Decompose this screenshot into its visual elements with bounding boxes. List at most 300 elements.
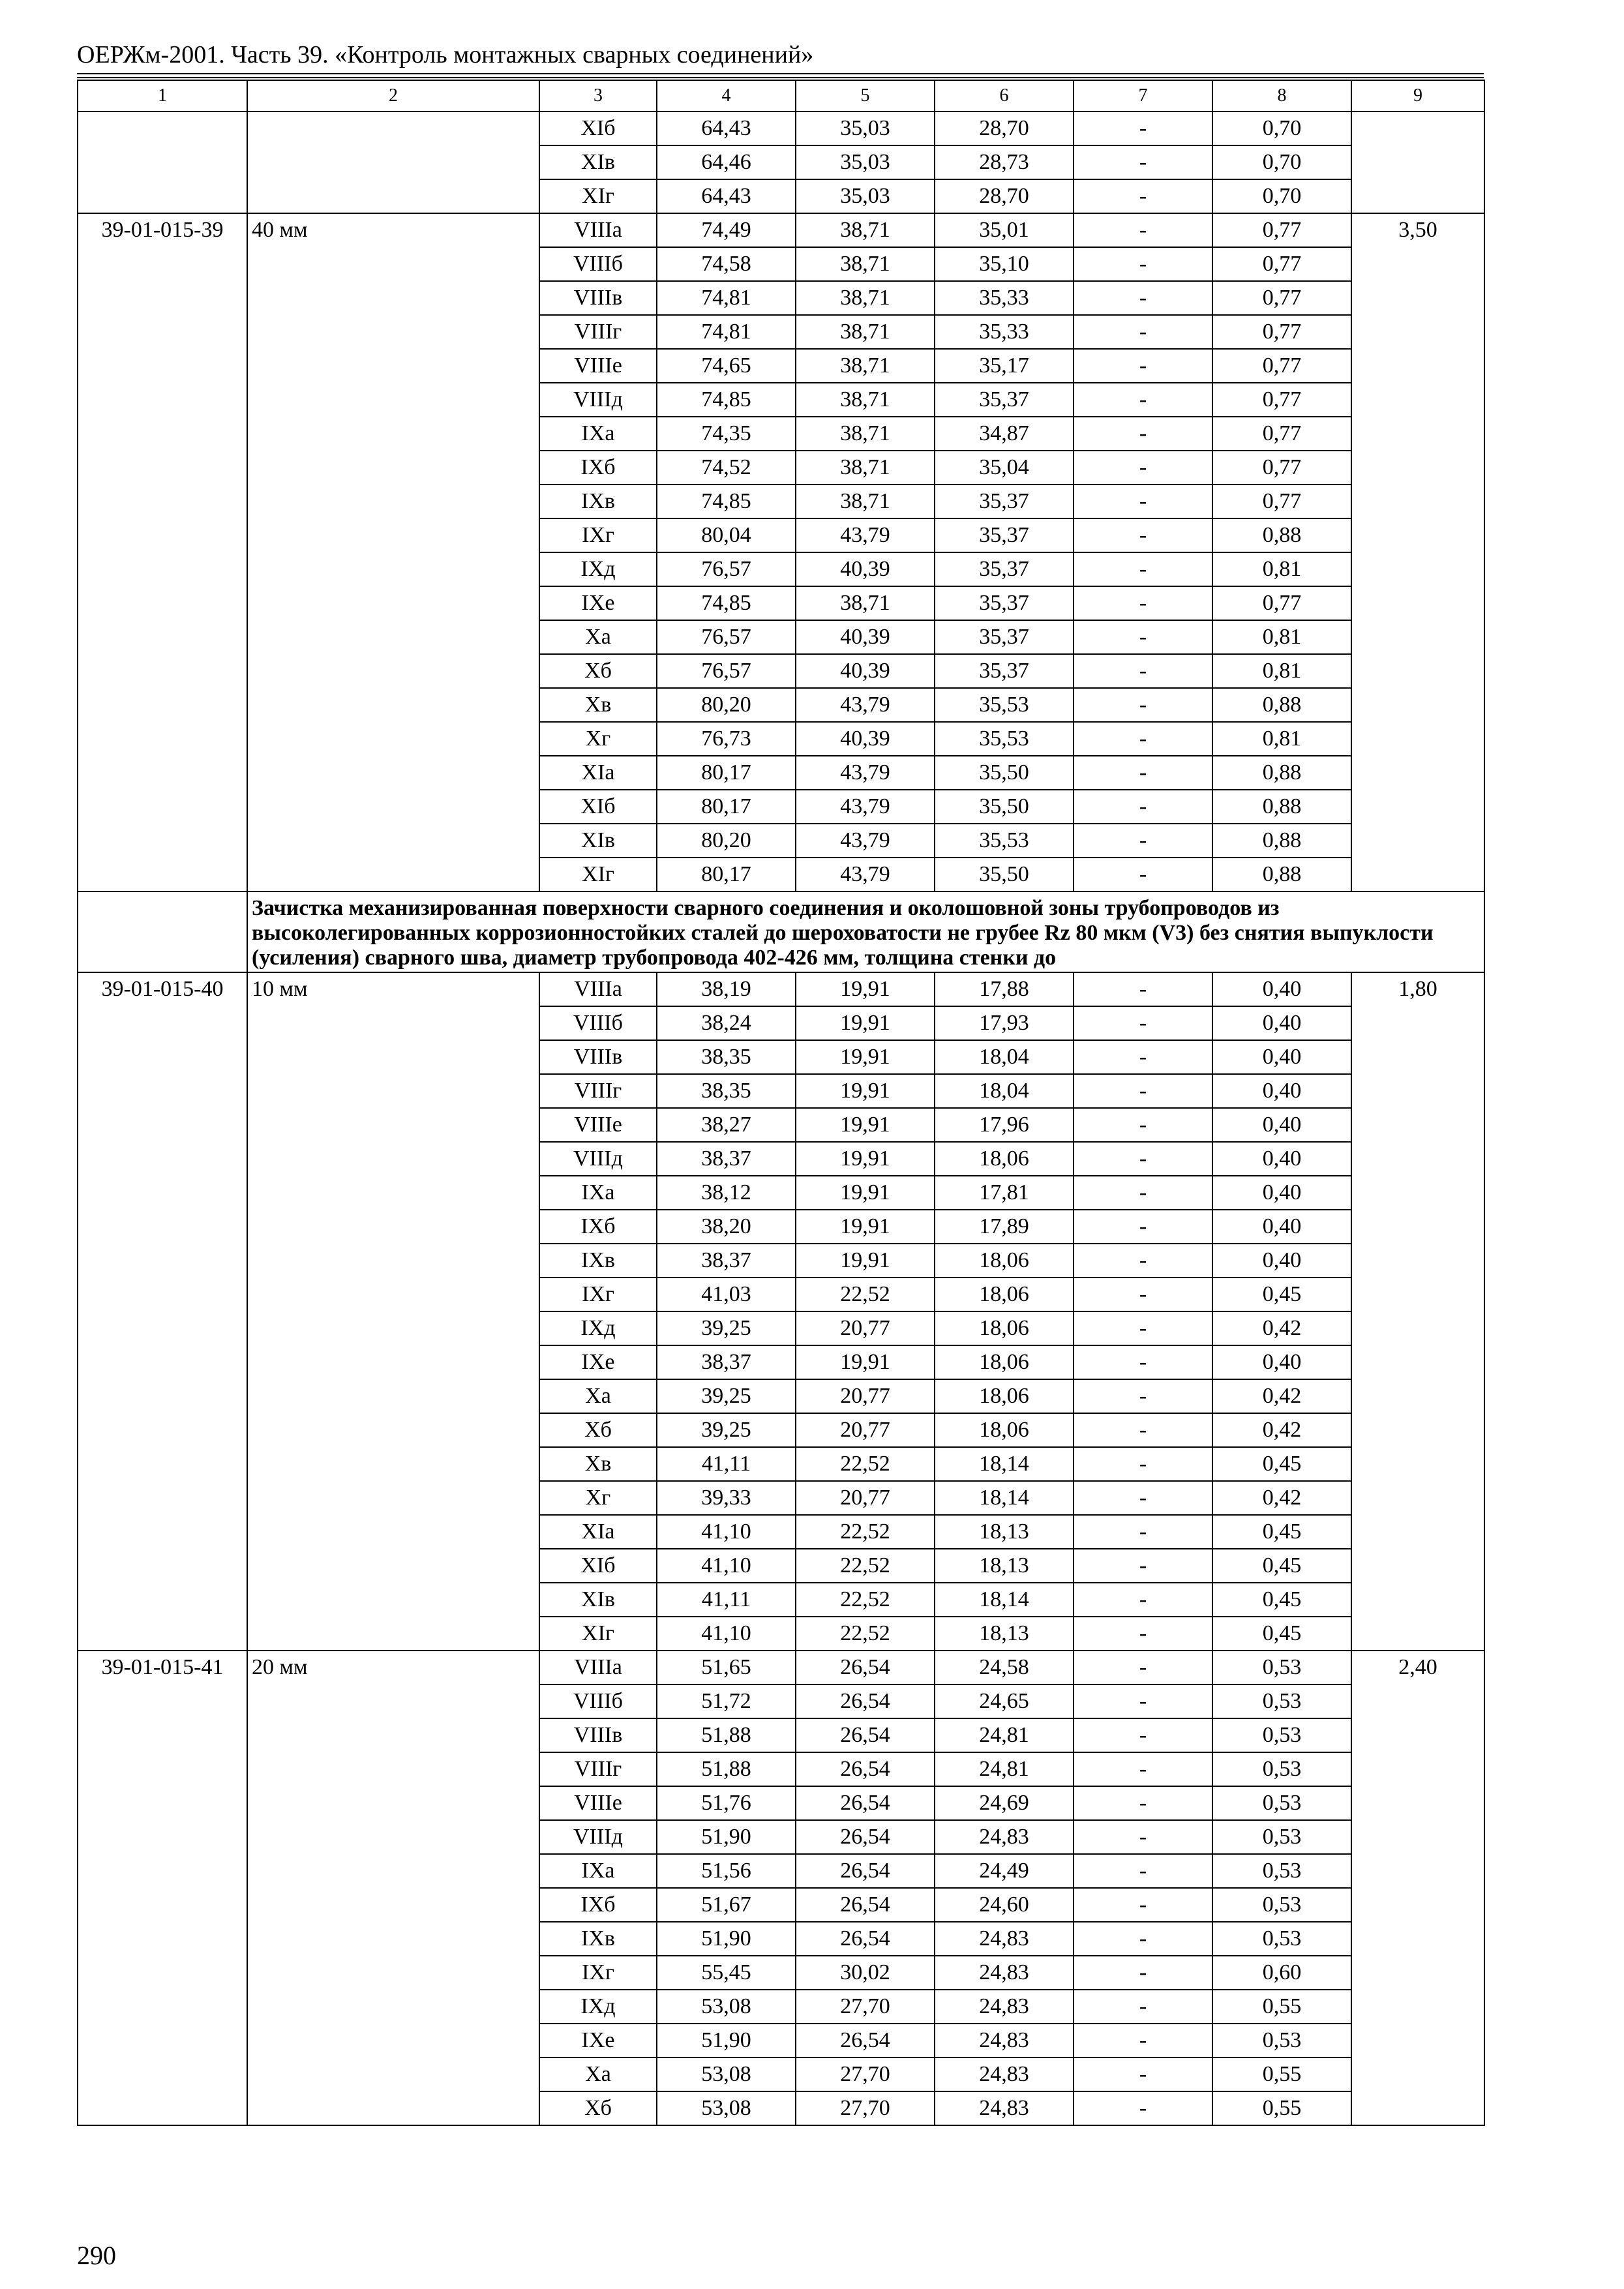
value-cell: 26,54 [796, 1888, 935, 1922]
column-number-cell: 9 [1351, 80, 1484, 112]
value-cell: - [1074, 145, 1212, 179]
value-cell: IXв [539, 485, 657, 518]
value-cell: 51,90 [657, 1820, 796, 1854]
column-number-cell: 1 [78, 80, 247, 112]
value-cell: 0,40 [1212, 1176, 1351, 1210]
value-cell: - [1074, 688, 1212, 722]
value-cell: 0,77 [1212, 586, 1351, 620]
value-cell: 0,70 [1212, 145, 1351, 179]
value-cell: - [1074, 790, 1212, 824]
value-cell: 74,35 [657, 417, 796, 451]
column-number-cell: 3 [539, 80, 657, 112]
value-cell: 76,57 [657, 654, 796, 688]
column-number-cell: 4 [657, 80, 796, 112]
value-cell: 0,42 [1212, 1379, 1351, 1413]
value-cell: 51,88 [657, 1718, 796, 1752]
value-cell: IXа [539, 417, 657, 451]
value-cell: 24,83 [935, 1820, 1074, 1854]
value-cell: - [1074, 858, 1212, 891]
value-cell: 35,37 [935, 383, 1074, 417]
value-cell: - [1074, 824, 1212, 858]
value-cell: 26,54 [796, 2024, 935, 2057]
value-cell: 0,77 [1212, 451, 1351, 485]
value-cell: 19,91 [796, 1074, 935, 1108]
value-cell: - [1074, 1244, 1212, 1278]
value-cell: 80,20 [657, 688, 796, 722]
value-cell: - [1074, 1684, 1212, 1718]
value-cell: - [1074, 654, 1212, 688]
value-cell: 76,73 [657, 722, 796, 756]
value-cell: - [1074, 1040, 1212, 1074]
value-cell: - [1074, 1583, 1212, 1617]
value-cell: 35,37 [935, 654, 1074, 688]
value-cell: VIIIе [539, 1108, 657, 1142]
value-cell: 35,50 [935, 756, 1074, 790]
value-cell: 39,25 [657, 1413, 796, 1447]
value-cell: 0,60 [1212, 1956, 1351, 1990]
value-cell: 0,77 [1212, 417, 1351, 451]
value-cell: 41,11 [657, 1447, 796, 1481]
col9-value: 2,40 [1351, 1651, 1484, 2125]
value-cell: - [1074, 213, 1212, 247]
page-number: 290 [77, 2241, 116, 2270]
value-cell: 0,53 [1212, 1684, 1351, 1718]
value-cell: 18,14 [935, 1447, 1074, 1481]
value-cell: 22,52 [796, 1583, 935, 1617]
value-cell: IXг [539, 1956, 657, 1990]
value-cell: 74,52 [657, 451, 796, 485]
value-cell: Xб [539, 1413, 657, 1447]
value-cell: 19,91 [796, 1108, 935, 1142]
value-cell: 43,79 [796, 790, 935, 824]
value-cell: - [1074, 1006, 1212, 1040]
value-cell: 27,70 [796, 1990, 935, 2024]
value-cell: 41,03 [657, 1278, 796, 1311]
value-cell: - [1074, 1888, 1212, 1922]
col9-cell [1351, 112, 1484, 213]
value-cell: 35,37 [935, 586, 1074, 620]
value-cell: 0,40 [1212, 1244, 1351, 1278]
value-cell: 28,70 [935, 112, 1074, 145]
value-cell: - [1074, 620, 1212, 654]
value-cell: 18,06 [935, 1142, 1074, 1176]
value-cell: 26,54 [796, 1820, 935, 1854]
value-cell: IXе [539, 1345, 657, 1379]
value-cell: 38,71 [796, 213, 935, 247]
value-cell: 55,45 [657, 1956, 796, 1990]
value-cell: 0,77 [1212, 247, 1351, 281]
value-cell: 26,54 [796, 1684, 935, 1718]
value-cell: 51,90 [657, 2024, 796, 2057]
value-cell: 0,81 [1212, 552, 1351, 586]
col9-value: 3,50 [1351, 213, 1484, 891]
value-cell: 51,76 [657, 1786, 796, 1820]
value-cell: - [1074, 1142, 1212, 1176]
rate-name: 40 мм [247, 213, 539, 891]
value-cell: 35,37 [935, 485, 1074, 518]
value-cell: 40,39 [796, 654, 935, 688]
value-cell: - [1074, 2057, 1212, 2091]
value-cell: - [1074, 756, 1212, 790]
value-cell: 0,88 [1212, 824, 1351, 858]
value-cell: 38,37 [657, 1244, 796, 1278]
value-cell: 20,77 [796, 1379, 935, 1413]
table-row [78, 972, 1484, 1006]
value-cell: XIв [539, 1583, 657, 1617]
value-cell: 38,19 [657, 972, 796, 1006]
column-number-cell: 6 [935, 80, 1074, 112]
value-cell: 38,24 [657, 1006, 796, 1040]
value-cell: 51,72 [657, 1684, 796, 1718]
value-cell: XIб [539, 1549, 657, 1583]
value-cell: - [1074, 2091, 1212, 2125]
value-cell: 38,35 [657, 1040, 796, 1074]
value-cell: 28,73 [935, 145, 1074, 179]
value-cell: VIIIд [539, 1820, 657, 1854]
value-cell: - [1074, 451, 1212, 485]
value-cell: Xа [539, 2057, 657, 2091]
value-cell: 19,91 [796, 1142, 935, 1176]
rate-name: 20 мм [247, 1651, 539, 2125]
value-cell: - [1074, 1617, 1212, 1651]
value-cell: Xб [539, 654, 657, 688]
value-cell: 24,49 [935, 1854, 1074, 1888]
value-cell: 80,17 [657, 790, 796, 824]
value-cell: 64,43 [657, 112, 796, 145]
value-cell: IXд [539, 1311, 657, 1345]
value-cell: IXв [539, 1922, 657, 1956]
value-cell: 18,06 [935, 1345, 1074, 1379]
value-cell: - [1074, 247, 1212, 281]
rate-code: 39-01-015-41 [78, 1651, 247, 2125]
value-cell: 35,03 [796, 112, 935, 145]
value-cell: VIIIа [539, 972, 657, 1006]
value-cell: IXг [539, 1278, 657, 1311]
value-cell: 35,53 [935, 722, 1074, 756]
value-cell: 17,88 [935, 972, 1074, 1006]
value-cell: 35,53 [935, 688, 1074, 722]
value-cell: 18,04 [935, 1040, 1074, 1074]
name-cell [247, 112, 539, 213]
value-cell: 0,53 [1212, 1718, 1351, 1752]
value-cell: 18,06 [935, 1379, 1074, 1413]
value-cell: - [1074, 1481, 1212, 1515]
value-cell: - [1074, 1108, 1212, 1142]
value-cell: - [1074, 349, 1212, 383]
value-cell: 18,13 [935, 1549, 1074, 1583]
value-cell: Xа [539, 620, 657, 654]
value-cell: 0,88 [1212, 688, 1351, 722]
value-cell: 0,40 [1212, 1074, 1351, 1108]
value-cell: 19,91 [796, 1244, 935, 1278]
value-cell: 38,37 [657, 1142, 796, 1176]
value-cell: - [1074, 1752, 1212, 1786]
value-cell: 24,83 [935, 1956, 1074, 1990]
value-cell: 24,58 [935, 1651, 1074, 1684]
value-cell: 0,53 [1212, 1922, 1351, 1956]
table-body [78, 80, 1484, 2125]
value-cell: 74,58 [657, 247, 796, 281]
value-cell: - [1074, 1956, 1212, 1990]
value-cell: - [1074, 1990, 1212, 2024]
value-cell: 19,91 [796, 1040, 935, 1074]
value-cell: 22,52 [796, 1617, 935, 1651]
column-number-row [78, 80, 1484, 112]
value-cell: IXб [539, 1888, 657, 1922]
value-cell: 0,45 [1212, 1617, 1351, 1651]
value-cell: - [1074, 179, 1212, 213]
value-cell: 40,39 [796, 552, 935, 586]
value-cell: 64,46 [657, 145, 796, 179]
value-cell: 35,50 [935, 790, 1074, 824]
value-cell: 0,77 [1212, 349, 1351, 383]
value-cell: 0,40 [1212, 972, 1351, 1006]
value-cell: XIб [539, 790, 657, 824]
value-cell: 24,69 [935, 1786, 1074, 1820]
value-cell: 22,52 [796, 1515, 935, 1549]
value-cell: - [1074, 1074, 1212, 1108]
value-cell: 0,40 [1212, 1006, 1351, 1040]
value-cell: - [1074, 383, 1212, 417]
value-cell: 0,81 [1212, 620, 1351, 654]
value-cell: 38,71 [796, 281, 935, 315]
value-cell: VIIIд [539, 1142, 657, 1176]
value-cell: IXд [539, 552, 657, 586]
value-cell: - [1074, 1278, 1212, 1311]
value-cell: - [1074, 281, 1212, 315]
value-cell: 18,14 [935, 1481, 1074, 1515]
value-cell: 38,71 [796, 586, 935, 620]
value-cell: 26,54 [796, 1752, 935, 1786]
value-cell: - [1074, 1413, 1212, 1447]
value-cell: 17,81 [935, 1176, 1074, 1210]
value-cell: 39,25 [657, 1379, 796, 1413]
code-cell [78, 112, 247, 213]
rates-table [77, 80, 1485, 2126]
value-cell: 0,81 [1212, 722, 1351, 756]
value-cell: 0,70 [1212, 112, 1351, 145]
value-cell: VIIIб [539, 1684, 657, 1718]
value-cell: 38,71 [796, 417, 935, 451]
value-cell: 0,42 [1212, 1413, 1351, 1447]
value-cell: 24,83 [935, 1922, 1074, 1956]
value-cell: 53,08 [657, 1990, 796, 2024]
value-cell: 74,85 [657, 586, 796, 620]
value-cell: 53,08 [657, 2091, 796, 2125]
value-cell: 20,77 [796, 1413, 935, 1447]
value-cell: VIIIг [539, 315, 657, 349]
value-cell: 51,88 [657, 1752, 796, 1786]
column-number-cell: 8 [1212, 80, 1351, 112]
value-cell: 0,42 [1212, 1311, 1351, 1345]
value-cell: 35,03 [796, 179, 935, 213]
header-rule-second [77, 77, 1484, 78]
column-number-cell: 7 [1074, 80, 1212, 112]
value-cell: 24,65 [935, 1684, 1074, 1718]
value-cell: XIг [539, 1617, 657, 1651]
value-cell: 18,13 [935, 1617, 1074, 1651]
value-cell: - [1074, 2024, 1212, 2057]
value-cell: 34,87 [935, 417, 1074, 451]
value-cell: 0,53 [1212, 1820, 1351, 1854]
value-cell: 0,55 [1212, 2091, 1351, 2125]
value-cell: VIIIб [539, 247, 657, 281]
value-cell: 74,85 [657, 383, 796, 417]
value-cell: 17,96 [935, 1108, 1074, 1142]
value-cell: VIIIе [539, 1786, 657, 1820]
value-cell: 0,77 [1212, 315, 1351, 349]
value-cell: - [1074, 1447, 1212, 1481]
value-cell: VIIIа [539, 1651, 657, 1684]
value-cell: 0,40 [1212, 1142, 1351, 1176]
value-cell: 38,71 [796, 383, 935, 417]
value-cell: Xг [539, 722, 657, 756]
value-cell: - [1074, 1311, 1212, 1345]
value-cell: 0,77 [1212, 281, 1351, 315]
value-cell: 0,53 [1212, 1888, 1351, 1922]
value-cell: 0,70 [1212, 179, 1351, 213]
value-cell: 18,06 [935, 1413, 1074, 1447]
value-cell: IXа [539, 1176, 657, 1210]
value-cell: 19,91 [796, 1345, 935, 1379]
value-cell: 38,37 [657, 1345, 796, 1379]
value-cell: 0,53 [1212, 1854, 1351, 1888]
value-cell: - [1074, 1379, 1212, 1413]
value-cell: 26,54 [796, 1854, 935, 1888]
value-cell: 74,65 [657, 349, 796, 383]
value-cell: IXд [539, 1990, 657, 2024]
value-cell: VIIIв [539, 1718, 657, 1752]
value-cell: IXб [539, 1210, 657, 1244]
value-cell: 35,33 [935, 315, 1074, 349]
column-number-cell: 2 [247, 80, 539, 112]
value-cell: 80,17 [657, 756, 796, 790]
value-cell: - [1074, 586, 1212, 620]
value-cell: 74,81 [657, 315, 796, 349]
page-header: ОЕРЖм-2001. Часть 39. «Контроль монтажных сварных соединений» [77, 41, 814, 68]
value-cell: - [1074, 112, 1212, 145]
value-cell: 39,25 [657, 1311, 796, 1345]
value-cell: 20,77 [796, 1481, 935, 1515]
table-row [78, 213, 1484, 247]
value-cell: 17,89 [935, 1210, 1074, 1244]
value-cell: 19,91 [796, 1176, 935, 1210]
value-cell: IXв [539, 1244, 657, 1278]
section-spacer [78, 891, 247, 972]
value-cell: VIIIв [539, 281, 657, 315]
value-cell: 0,45 [1212, 1447, 1351, 1481]
value-cell: 51,56 [657, 1854, 796, 1888]
value-cell: 0,53 [1212, 1752, 1351, 1786]
value-cell: 35,17 [935, 349, 1074, 383]
value-cell: 26,54 [796, 1651, 935, 1684]
value-cell: 43,79 [796, 518, 935, 552]
value-cell: - [1074, 722, 1212, 756]
value-cell: 51,67 [657, 1888, 796, 1922]
value-cell: 19,91 [796, 972, 935, 1006]
value-cell: - [1074, 972, 1212, 1006]
value-cell: VIIIг [539, 1752, 657, 1786]
value-cell: - [1074, 1651, 1212, 1684]
value-cell: 18,14 [935, 1583, 1074, 1617]
value-cell: IXг [539, 518, 657, 552]
value-cell: 0,77 [1212, 485, 1351, 518]
value-cell: VIIIе [539, 349, 657, 383]
value-cell: 80,04 [657, 518, 796, 552]
value-cell: 0,45 [1212, 1583, 1351, 1617]
rate-code: 39-01-015-40 [78, 972, 247, 1651]
value-cell: IXе [539, 586, 657, 620]
value-cell: 30,02 [796, 1956, 935, 1990]
value-cell: 64,43 [657, 179, 796, 213]
value-cell: 35,04 [935, 451, 1074, 485]
value-cell: IXб [539, 451, 657, 485]
value-cell: XIв [539, 824, 657, 858]
value-cell: 17,93 [935, 1006, 1074, 1040]
value-cell: 24,83 [935, 1990, 1074, 2024]
value-cell: XIа [539, 1515, 657, 1549]
value-cell: XIг [539, 179, 657, 213]
value-cell: XIг [539, 858, 657, 891]
value-cell: - [1074, 1820, 1212, 1854]
value-cell: 26,54 [796, 1718, 935, 1752]
value-cell: 76,57 [657, 620, 796, 654]
value-cell: 76,57 [657, 552, 796, 586]
value-cell: Xа [539, 1379, 657, 1413]
value-cell: 35,03 [796, 145, 935, 179]
value-cell: 0,88 [1212, 858, 1351, 891]
value-cell: 41,10 [657, 1549, 796, 1583]
col9-value: 1,80 [1351, 972, 1484, 1651]
section-title: Зачистка механизированная поверхности сварного соединения и околошовной зоны трубопроводов из высоколегированных коррозионностойких сталей до шероховатости не грубее Rz 80 мкм (V3) без снятия выпуклости (усиления) сварного шва, диаметр трубопровода 402-426 мм, толщина стенки до [247, 891, 1484, 972]
value-cell: 43,79 [796, 858, 935, 891]
value-cell: 0,55 [1212, 2057, 1351, 2091]
value-cell: - [1074, 1210, 1212, 1244]
value-cell: 18,06 [935, 1311, 1074, 1345]
value-cell: Xг [539, 1481, 657, 1515]
value-cell: - [1074, 1549, 1212, 1583]
value-cell: 38,20 [657, 1210, 796, 1244]
value-cell: 0,40 [1212, 1345, 1351, 1379]
value-cell: - [1074, 1786, 1212, 1820]
value-cell: 38,71 [796, 315, 935, 349]
value-cell: - [1074, 1718, 1212, 1752]
value-cell: 43,79 [796, 824, 935, 858]
value-cell: 24,60 [935, 1888, 1074, 1922]
value-cell: 38,71 [796, 485, 935, 518]
value-cell: 74,85 [657, 485, 796, 518]
value-cell: 24,83 [935, 2024, 1074, 2057]
value-cell: 35,50 [935, 858, 1074, 891]
value-cell: 35,01 [935, 213, 1074, 247]
value-cell: VIIIд [539, 383, 657, 417]
value-cell: 0,45 [1212, 1278, 1351, 1311]
rate-name: 10 мм [247, 972, 539, 1651]
value-cell: 35,37 [935, 518, 1074, 552]
table-row [78, 112, 1484, 145]
value-cell: 0,53 [1212, 1651, 1351, 1684]
value-cell: 26,54 [796, 1786, 935, 1820]
value-cell: 24,83 [935, 2057, 1074, 2091]
value-cell: 43,79 [796, 756, 935, 790]
value-cell: 35,37 [935, 552, 1074, 586]
value-cell: 19,91 [796, 1006, 935, 1040]
value-cell: 27,70 [796, 2057, 935, 2091]
header-rule [77, 73, 1484, 74]
value-cell: 0,40 [1212, 1040, 1351, 1074]
value-cell: 0,88 [1212, 756, 1351, 790]
value-cell: - [1074, 1854, 1212, 1888]
